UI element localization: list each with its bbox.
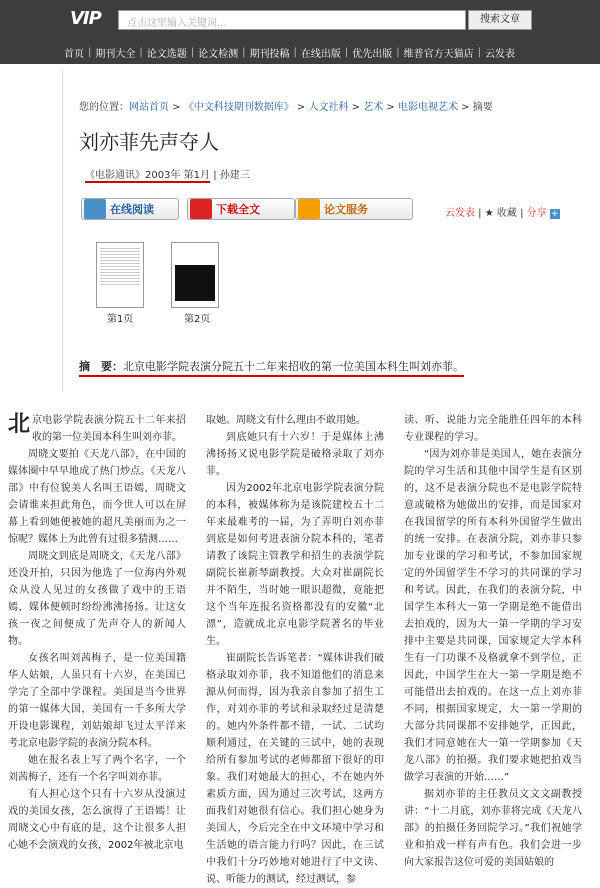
thumbnail-label: 第2页 — [184, 314, 211, 325]
check-icon — [298, 199, 320, 219]
page-title: 刘亦菲先声夺人 — [79, 130, 219, 154]
search-button[interactable]: 搜索文章 — [468, 10, 532, 30]
article-column-3: 读、听、说能力完全能胜任四年的本科专业课程的学习。 “因为刘亦菲是美国人，她在表演分院的学习生活和其他中国学生是有区别的，这不是表演分院也不是电影学院特意或破格为她做出的安排，而是国家对在我国留学的所有本科外国留学生做出的统一安排。在表演分院，刘亦菲只参加专业课的学习和考试，不参加国家规定的外国留学生不学习的共同课的学习和考试。因此，在我们的表演分院，中国学生本科大一第一学期是绝不能借出去拍戏的，因为大一第一学期的学习安排中主要是共同课，国家规定大学本科生有一门功课不及格就拿不到学位，正因此，中国学生在大一第一学期是绝不可能借出去拍戏的。在这一点上刘亦菲不同，根据国家规定，大一第一学期的大部分共同课都不安排她学，正因此，我们才同意她在大一第一学期参加《天龙八部》的拍摄。我们要求她把拍戏当做学习表演的开始……” 据刘亦菲的主任教员文文文副教授讲：“十二月底，刘亦菲将完成《天龙八部》的拍摄任务回院学习。”我们祝她学业和拍戏一样有声有色。我们会进一步向大家报告这位可爱的美国姑娘的 — [404, 415, 582, 868]
site-logo[interactable]: VIP — [70, 8, 101, 29]
article-column-2: 取她。周晓文有什么理由不敢用她。 到底她只有十六岁！于是媒体上沸沸扬扬又说电影学院是破格录取了刘亦菲。 因为2002年北京电影学院表演分院的本科，被媒体称为是该院建校五十二年来最难考的一届，为了弄明白刘亦菲到底是如何考进表演分院本科的，笔者请教了该院主管教学和招生的表演学院副院长崔新琴副教授。大众对崔副院长并不陌生，当时她一眼识超微，竟能把这个当年连报名资格都没有的安徽“北漂”，造就成北京电影学院著名的毕业生。 崔副院长告诉笔者：“媒体讲我们破格录取刘亦菲，我不知道他们的消息来源从何而得，因为我亲自参加了招生工作，对刘亦菲的考试和录取经过是清楚的。她内外条件都不错，一试、二试均顺利通过，在关键的三试中，她的表现给所有参加考试的老师都留下很好的印象。我们对她最大的担心，不在她内外素质方面，因为通过三次考试，这两方面我们对她很有信心。我们担心她身为美国人，今后完全在中文环境中学习和生活她的语言能力行吗？因此，在三试中我们十分巧妙地对她进行了中文读、说、听能力的测试，经过测试，参 — [206, 415, 384, 885]
top-header — [0, 0, 600, 64]
yun-link[interactable]: 云发表 — [445, 208, 475, 219]
search-input[interactable]: 点击这里输入关键词... — [118, 10, 466, 30]
breadcrumb-current: 摘要 — [472, 102, 493, 113]
page-thumbnail-1[interactable] — [96, 242, 144, 308]
article-page — [62, 70, 600, 392]
nav-yun[interactable]: 云发表 — [485, 48, 515, 60]
article-meta: 《电影通讯》2003年 第1月 | 孙建三 — [85, 170, 250, 181]
nav-priority[interactable]: 优先出版 — [352, 48, 393, 60]
nav-topics[interactable]: 论文选题 — [146, 48, 187, 60]
nav-tmall[interactable]: 维普官方天猫店 — [403, 48, 474, 60]
breadcrumb-film[interactable]: 电影电视艺术 — [398, 102, 458, 113]
journal-link[interactable]: 《电影通讯》 — [85, 170, 145, 181]
article-column-1: 北京电影学院表演分院五十二年来招收的第一位美国本科生叫刘亦菲。 周晓文要拍《天龙八部》，在中国的媒体圈中早早地成了热门炒点。《天龙八部》中有位貌美人名叫王语嫣，周晓文会请谁来担此角色，而今世人可以在屏幕上看到她便被她的超凡美丽而为之一惊呢？媒体上为此曾有过很多猜测…… 周晓文到底是周晓文，《天龙八部》还没开拍，只因为他选了一位海内外观众从没人见过的女孩做了戏中的王语嫣，媒体便顿时纷纷沸沸扬扬。让这女孩一夜之间便成了先声夺人的新闻人物。 女孩名叫刘茜梅子，是一位美国籍华人姑娘，人虽只有十六岁，在美国已学完了全部中学课程。美国是当今世界的第一媒体大国，美国有一千多所大学开设电影课程，刘姑娘却飞过太平洋来考北京电影学院的表演分院本科。 她在报名表上写了两个名字，一个刘茜梅子，还有一个名字叫刘亦菲。 有人担心这个只有十六岁从没演过戏的美国女孩，怎么演得了王语嫣！让周晓文心中有底的是，这个让很多人担心她不会演戏的女孩，2002年被北京电 — [8, 412, 186, 851]
breadcrumb-art[interactable]: 艺术 — [363, 102, 384, 113]
breadcrumb-home[interactable]: 网站首页 — [129, 102, 169, 113]
page-thumbnail-2[interactable] — [171, 242, 219, 308]
service-button[interactable]: 论文服务 — [295, 198, 413, 220]
pdf-icon — [190, 199, 212, 219]
download-button[interactable]: 下载全文 — [187, 198, 295, 220]
breadcrumb: 您的位置：网站首页 > 《中文科技期刊数据库》 > 人文社科 > 艺术 > 电影电视艺术 > 摘要 — [79, 102, 493, 113]
book-icon — [84, 199, 106, 219]
read-online-button[interactable]: 在线阅读 — [81, 198, 179, 220]
thumbnail-label: 第1页 — [107, 314, 134, 325]
nav-publish[interactable]: 在线出版 — [300, 48, 341, 60]
nav-submit[interactable]: 期刊投稿 — [249, 48, 290, 60]
nav-journals[interactable]: 期刊大全 — [95, 48, 136, 60]
author[interactable]: 孙建三 — [219, 170, 250, 181]
breadcrumb-humanities[interactable]: 人文社科 — [308, 102, 349, 113]
share-link[interactable]: 分享 — [526, 208, 547, 219]
share-bar: 云发表 | ★ 收藏 | 分享 + — [445, 208, 559, 219]
main-nav: 首页 | 期刊大全 | 论文选题 | 论文检测 | 期刊投稿 | 在线出版 | 优先出版 | 维普官方天猫店 | 云发表 — [60, 44, 560, 60]
article-scan — [0, 392, 600, 885]
collect-link[interactable]: ★ 收藏 — [484, 208, 517, 219]
nav-home[interactable]: 首页 — [64, 48, 84, 60]
breadcrumb-db[interactable]: 《中文科技期刊数据库》 — [183, 102, 294, 113]
abstract: 摘 要：北京电影学院表演分院五十二年来招收的第一位美国本科生叫刘亦菲。 — [79, 358, 464, 377]
plus-icon[interactable]: + — [551, 209, 559, 219]
nav-check[interactable]: 论文检测 — [198, 48, 239, 60]
